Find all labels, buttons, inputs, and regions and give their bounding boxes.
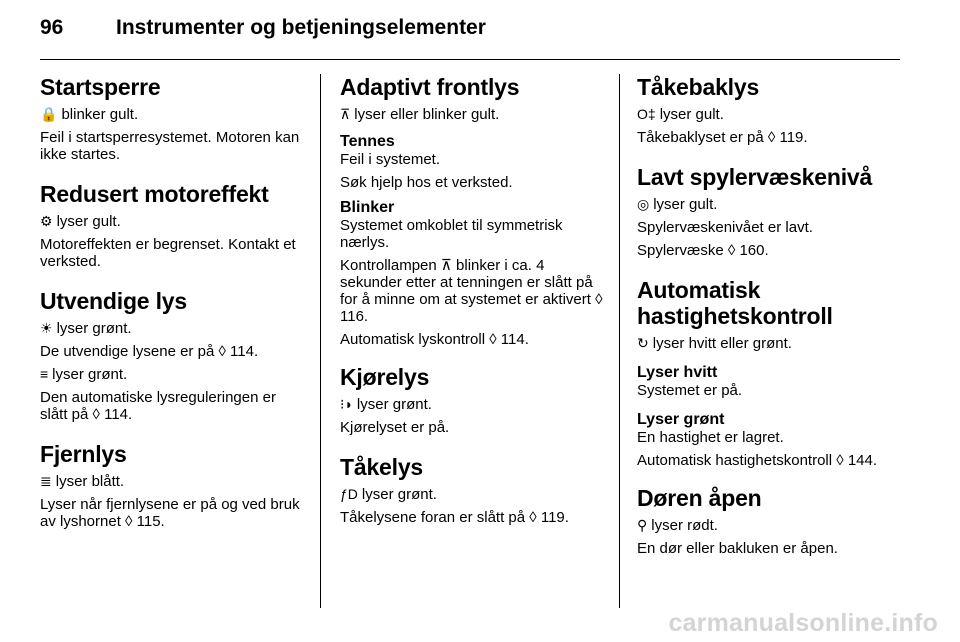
heading-spyler: Lavt spylervæskenivå [637,164,873,190]
section-startsperre: Startsperre 🔒 blinker gult. Feil i startsperresystemet. Motoren kan ikke startes. [40,74,302,163]
header-rule [40,59,900,60]
heading-takebaklys: Tåkebaklys [637,74,760,100]
heading-utvendige: Utvendige lys [40,288,187,314]
section-doren-apen: Døren åpen ⚲ lyser rødt. En dør eller bakluken er åpen. [637,485,900,557]
subheading-tennes: Tennes [340,133,395,150]
high-beam-icon: ≣ [40,473,52,489]
rear-fog-icon: O‡ [637,106,656,122]
column-divider-1 [320,74,321,608]
subheading-lyser-hvitt: Lyser hvitt [637,364,718,381]
heading-adaptivt: Adaptivt frontlys [340,74,520,100]
washer-fluid-icon: ◎ [637,196,650,212]
adaptive-light-icon: ⊼ [340,106,351,122]
column-3 [637,74,900,575]
heading-fjernlys: Fjernlys [40,441,127,467]
door-open-icon: ⚲ [637,517,648,533]
column-divider-2 [619,74,620,608]
column-2 [340,74,604,544]
section-tennes: Tennes Feil i systemet. Søk hjelp hos et verksted. [340,133,604,191]
section-automatisk-hastighet: Automatisk hastighetskontroll ↻ lyser hvitt eller grønt. Lyser hvitt Systemet er på. Lyser grønt En hastighet er lagret. Automatisk hastighetskontroll ◊ 144. [637,277,900,469]
subheading-blinker: Blinker [340,199,395,216]
section-spylervaeske: Lavt spylervæskenivå ◎ lyser gult. Spylervæskenivået er lavt. Spylervæske ◊ 160. [637,164,900,259]
heading-redusert: Redusert motoreffekt [40,181,269,207]
section-blinker: Blinker Systemet omkoblet til symmetrisk nærlys. Kontrollampen ⊼ blinker i ca. 4 sekunder etter at tenningen er slått på for å minne om at systemet er aktivert ◊ 116. Automatisk lyskontroll ◊ 114. [340,199,603,348]
page-header [40,16,486,40]
column-1 [40,74,302,548]
watermark: carmanualsonline.info [668,609,938,637]
section-fjernlys: Fjernlys ≣ lyser blått. Lyser når fjernlysene er på og ved bruk av lyshornet ◊ 115. [40,441,302,530]
section-takebaklys: Tåkebaklys O‡ lyser gult. Tåkebaklyset er på ◊ 119. [637,74,900,146]
section-takelys: Tåkelys ƒD lyser grønt. Tåkelysene foran er slått på ◊ 119. [340,454,604,526]
page-title: Instrumenter og betjeningselementer [116,16,486,39]
section-adaptivt-frontlys: Adaptivt frontlys ⊼ lyser eller blinker gult. [340,74,604,123]
section-redusert-motoreffekt: Redusert motoreffekt ⚙ lyser gult. Motoreffekten er begrenset. Kontakt et verksted. [40,181,302,270]
heading-startsperre: Startsperre [40,74,161,100]
heading-kjorelys: Kjørelys [340,364,430,390]
heading-doren: Døren åpen [637,485,762,511]
fog-light-icon: ƒD [340,486,358,502]
engine-power-icon: ⚙ [40,213,53,229]
cruise-control-icon: ↻ [637,335,649,351]
heading-auto: Automatisk hastighetskontroll [637,277,833,329]
exterior-light-icon: ☀ [40,320,53,336]
auto-light-icon: ≡ [40,366,49,382]
daytime-light-icon: ⁝◗ [340,396,353,412]
page-number: 96 [40,16,64,39]
subheading-lyser-gront: Lyser grønt [637,411,725,428]
section-kjorelys: Kjørelys ⁝◗ lyser grønt. Kjørelyset er på. [340,364,604,436]
immobilizer-icon: 🔒 [40,106,58,122]
section-utvendige-lys: Utvendige lys ☀ lyser grønt. De utvendige lysene er på ◊ 114. ≡ lyser grønt. Den automatiske lysreguleringen er slått på ◊ 114. [40,288,302,423]
heading-takelys: Tåkelys [340,454,423,480]
